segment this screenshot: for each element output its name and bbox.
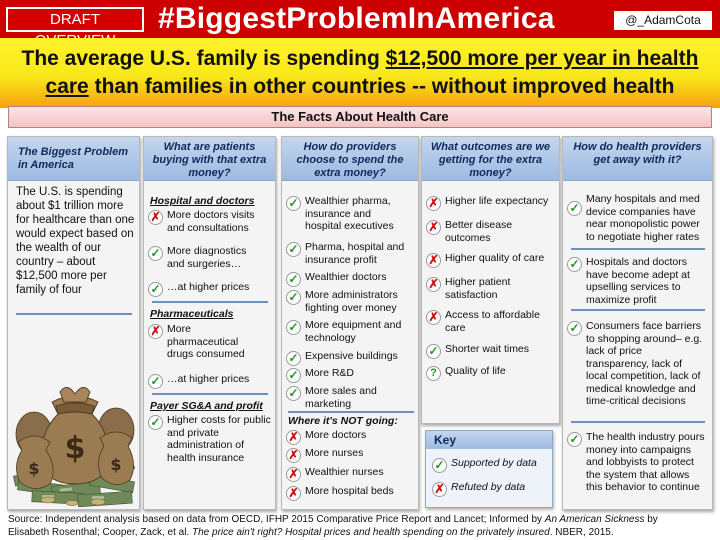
hashtag-title: #BiggestProblemInAmerica [158, 2, 555, 35]
item-text: More hospital beds [305, 485, 394, 497]
check-circle-icon: ✓ [286, 386, 301, 401]
not-going-heading: Where it's NOT going: [288, 415, 398, 427]
item-text: Wealthier pharma, insurance and hospital executives [305, 195, 394, 232]
check-circle-icon: ✓ [426, 344, 441, 359]
check-circle-icon: ✓ [286, 351, 301, 366]
source-line1b: by [644, 514, 658, 525]
headline-part2: than families in other countries -- without improved health [88, 75, 675, 98]
item-text: Access to affordable care [445, 309, 540, 334]
item-text: More R&D [305, 367, 355, 379]
draft-badge: DRAFT [6, 7, 144, 32]
cross-circle-icon: ✗ [148, 324, 163, 339]
key-title: Key [426, 431, 552, 449]
item-text: More diagnostics and surgeries… [167, 245, 247, 270]
column-get-away [562, 136, 713, 510]
cross-circle-icon: ✗ [286, 486, 301, 501]
item-text: Better disease outcomes [445, 219, 513, 244]
check-circle-icon: ✓ [286, 368, 301, 383]
item-text: The health industry pours money into campaigns and lobbyists to protect the system that allows this behavior to continue [586, 431, 705, 493]
facts-title: The Facts About Health Care [8, 106, 712, 128]
item-text: More doctors [305, 429, 367, 441]
check-circle-icon: ✓ [148, 415, 163, 430]
check-circle-icon: ✓ [286, 290, 301, 305]
cross-circle-icon: ✗ [426, 253, 441, 268]
key-supported-label: Supported by data [451, 457, 537, 469]
author-handle: @_AdamCota [614, 11, 712, 30]
column-body: The U.S. is spending about $1 trillion more for healthcare than one would expect based on the wealth of our country – about $12,500 more per family of four [16, 186, 135, 296]
item-text: More pharmaceutical drugs consumed [167, 323, 245, 360]
source-paper: The price ain't right? Hospital prices and health spending on the privately insured [192, 527, 550, 538]
source-book: An American Sickness [544, 514, 645, 525]
divider [571, 421, 705, 423]
check-circle-icon: ✓ [286, 196, 301, 211]
divider [16, 313, 132, 315]
check-circle-icon: ✓ [148, 374, 163, 389]
column-outcomes [421, 136, 560, 424]
legend-key [425, 430, 553, 508]
question-circle-icon: ? [426, 366, 441, 381]
cross-circle-icon: ✗ [286, 430, 301, 445]
item-text: More sales and marketing [305, 385, 377, 410]
item-text: Wealthier nurses [305, 466, 384, 478]
item-text: Wealthier doctors [305, 271, 387, 283]
cross-circle-icon: ✗ [286, 448, 301, 463]
money-bags-illustration [12, 372, 138, 507]
item-text: Higher life expectancy [445, 195, 549, 207]
item-text: Pharma, hospital and insurance profit [305, 241, 405, 266]
item-text: Hospitals and doctors have become adept at upselling services to maximize profit [586, 256, 690, 306]
svg-text:$: $ [110, 455, 122, 474]
item-text: Many hospitals and med device companies have near monopolistic power to negotiate higher rates [586, 193, 700, 243]
headline-highlight1: $12,500 more per year in health [385, 47, 699, 70]
column-title: The Biggest Problem in America [8, 137, 139, 181]
header-bar [0, 0, 720, 38]
cross-circle-icon: ✗ [426, 196, 441, 211]
column-title: How do health providers get away with it? [563, 137, 712, 181]
divider [571, 248, 705, 250]
svg-text:$: $ [28, 459, 40, 478]
cross-circle-icon: ✗ [426, 220, 441, 235]
section-heading: Payer SG&A and profit [150, 400, 263, 412]
column-title: What are patients buying with that extra money? [144, 137, 275, 181]
check-circle-icon: ✓ [286, 272, 301, 287]
section-heading: Pharmaceuticals [150, 308, 234, 320]
cross-circle-icon: ✗ [426, 277, 441, 292]
item-text: More equipment and technology [305, 319, 402, 344]
key-refuted-label: Refuted by data [451, 481, 526, 493]
divider [152, 393, 268, 395]
check-circle-icon: ✓ [286, 242, 301, 257]
item-text: …at higher prices [167, 281, 250, 293]
cross-circle-icon: ✗ [426, 310, 441, 325]
column-providers-spending [281, 136, 419, 510]
headline-part1: The average U.S. family is spending [21, 47, 386, 70]
column-patients-buying [143, 136, 276, 510]
check-circle-icon: ✓ [567, 432, 582, 447]
item-text: Shorter wait times [445, 343, 530, 355]
source-line2a: Elisabeth Rosenthal; Cooper, Zack, et al. [8, 527, 192, 538]
divider [152, 301, 268, 303]
item-text: …at higher prices [167, 373, 250, 385]
check-circle-icon: ✓ [148, 246, 163, 261]
item-text: Expensive buildings [305, 350, 398, 362]
item-text: Higher patient satisfaction [445, 276, 511, 301]
check-circle-icon: ✓ [567, 257, 582, 272]
check-circle-icon: ✓ [432, 458, 447, 473]
source-line2b: . NBER, 2015. [549, 527, 614, 538]
check-circle-icon: ✓ [148, 282, 163, 297]
item-text: More nurses [305, 447, 364, 459]
svg-text:$: $ [64, 431, 86, 466]
headline-highlight2: care [45, 75, 89, 98]
check-circle-icon: ✓ [567, 321, 582, 336]
item-text: More administrators fighting over money [305, 289, 398, 314]
check-circle-icon: ✓ [286, 320, 301, 335]
divider [288, 411, 414, 413]
section-heading: Hospital and doctors [150, 195, 255, 207]
item-text: Higher costs for public and private administration of health insurance [167, 414, 271, 464]
column-title: How do providers choose to spend the extra money? [282, 137, 418, 181]
item-text: More doctors visits and consultations [167, 209, 255, 234]
headline [0, 38, 720, 108]
item-text: Consumers face barriers to shopping around– e.g. lack of price transparency, lack of local competition, lack of medical knowledge and time-critical decisions [586, 320, 703, 407]
cross-circle-icon: ✗ [432, 482, 447, 497]
check-circle-icon: ✓ [567, 201, 582, 216]
item-text: Quality of life [445, 365, 506, 377]
source-citation [8, 513, 714, 539]
cross-circle-icon: ✗ [286, 467, 301, 482]
column-title: What outcomes are we getting for the extra money? [422, 137, 559, 181]
item-text: Higher quality of care [445, 252, 545, 264]
divider [571, 309, 705, 311]
source-line1: Source: Independent analysis based on data from OECD, IFHP 2015 Comparative Price Report and Lancet; Informed by [8, 514, 545, 525]
column-biggest-problem [7, 136, 140, 510]
cross-circle-icon: ✗ [148, 210, 163, 225]
